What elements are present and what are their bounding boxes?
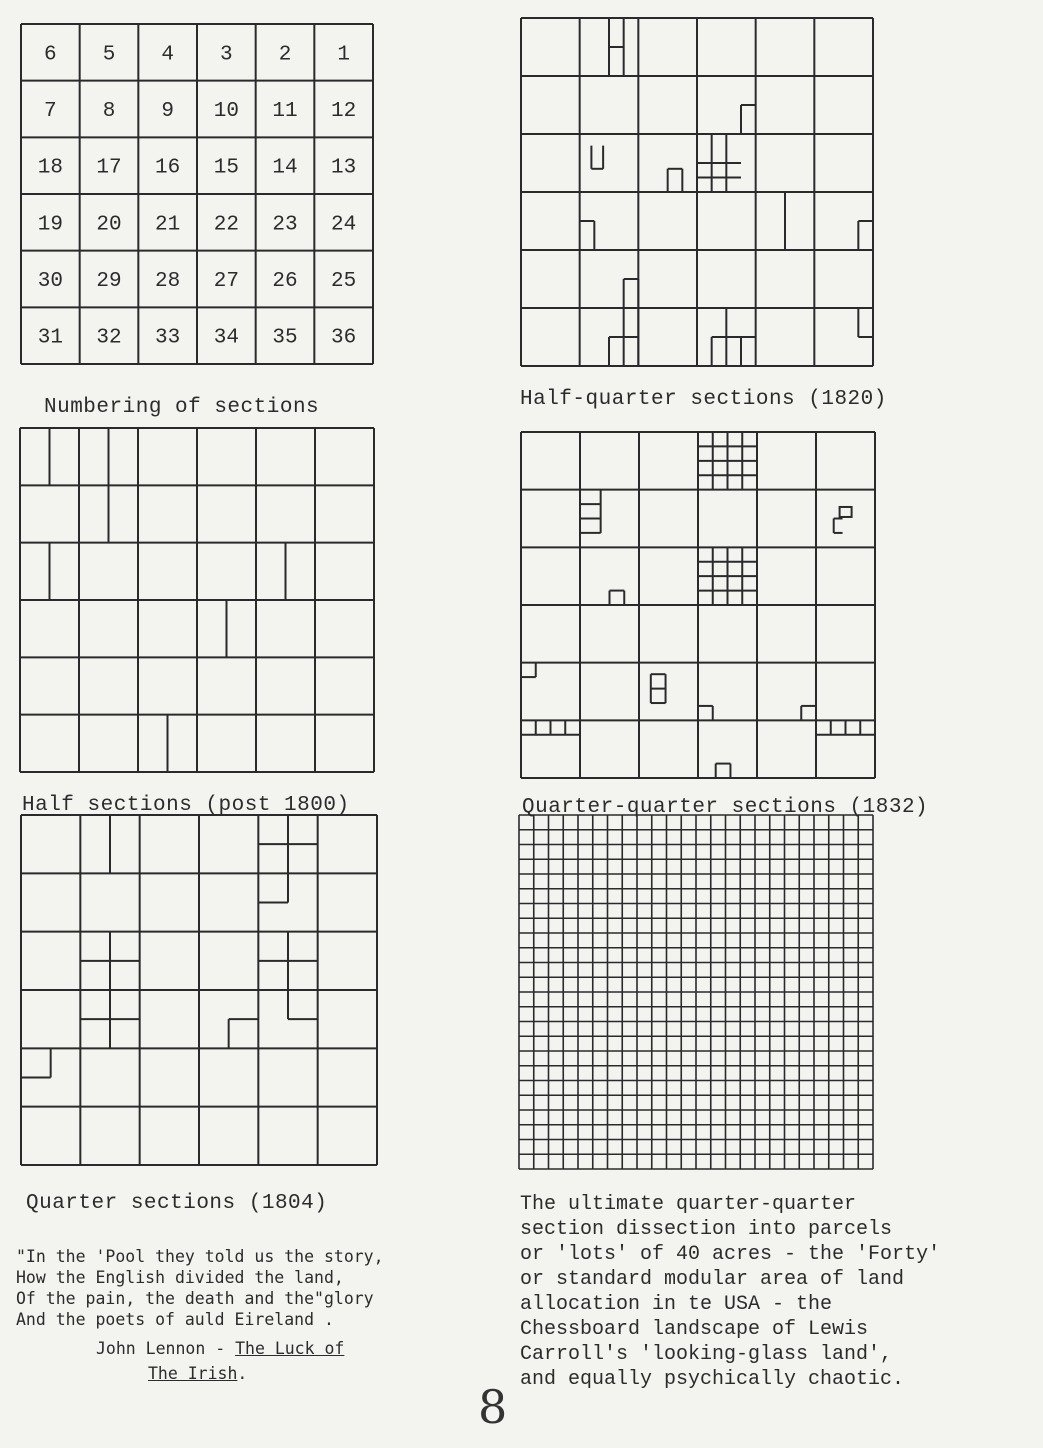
half-quarter-grid xyxy=(518,14,878,370)
section-number: 26 xyxy=(272,270,298,293)
section-number: 17 xyxy=(96,156,122,180)
section-number: 21 xyxy=(155,213,181,237)
numbering-grid-svg xyxy=(18,18,378,370)
page-number: 8 xyxy=(478,1380,508,1434)
description-line: or 'lots' of 40 acres - the 'Forty' xyxy=(520,1243,941,1266)
section-number: 4 xyxy=(161,43,174,67)
half-sections-caption: Half sections (post 1800) xyxy=(22,794,350,817)
section-grid xyxy=(21,24,373,364)
section-number: 2 xyxy=(278,43,292,67)
section-number: 14 xyxy=(272,156,298,180)
section-number: 6 xyxy=(44,43,57,67)
quarter-quarter-grid xyxy=(518,430,878,784)
quarter-sections-grid-svg xyxy=(18,812,380,1168)
quote-song-title-1: The Luck of xyxy=(235,1339,345,1358)
section-number: 23 xyxy=(272,213,298,237)
section-number: 28 xyxy=(155,270,181,293)
section-number: 7 xyxy=(44,100,57,123)
section-number: 36 xyxy=(331,326,357,350)
quarter-sections-grid xyxy=(18,812,380,1168)
quote-title-suffix: . xyxy=(237,1364,248,1383)
quarter-subdivisions xyxy=(21,815,318,1078)
section-number: 24 xyxy=(331,213,357,237)
quote-song-title-2: The Irish xyxy=(148,1364,238,1383)
half-quarter-caption: Half-quarter sections (1820) xyxy=(520,388,887,411)
quote-line: And the poets of auld Eireland . xyxy=(16,1310,334,1329)
section-grid xyxy=(521,18,873,366)
quarter-quarter-caption: Quarter-quarter sections (1832) xyxy=(522,796,929,819)
section-number: 9 xyxy=(161,100,174,123)
section-number: 19 xyxy=(37,213,63,237)
section-number: 31 xyxy=(37,326,63,350)
quarter-sections-caption: Quarter sections (1804) xyxy=(26,1192,328,1215)
section-number: 5 xyxy=(102,43,116,67)
section-number: 13 xyxy=(331,156,357,180)
description-line: section dissection into parcels xyxy=(520,1218,893,1241)
quote-author: John Lennon - xyxy=(96,1339,236,1358)
section-number: 22 xyxy=(213,213,239,237)
forty-acre-grid xyxy=(516,812,878,1174)
section-number: 8 xyxy=(102,100,116,123)
small-parcel xyxy=(840,507,852,517)
numbering-grid xyxy=(18,18,378,370)
forty-acre-grid-svg xyxy=(516,812,878,1174)
half-sections-grid-svg xyxy=(18,426,378,776)
quarter-quarter-grid-svg xyxy=(518,430,878,784)
section-number: 35 xyxy=(272,326,298,350)
description-line: allocation in te USA - the xyxy=(520,1293,833,1316)
section-number: 15 xyxy=(213,156,239,180)
section-number: 32 xyxy=(96,326,122,350)
section-number: 10 xyxy=(213,100,239,123)
section-number: 12 xyxy=(331,100,357,123)
section-number: 30 xyxy=(37,270,63,293)
quote-line: Of the pain, the death and the"glory xyxy=(16,1289,374,1308)
quote-line: "In the 'Pool they told us the story, xyxy=(16,1247,384,1266)
half-sections-grid xyxy=(18,426,378,776)
section-number: 18 xyxy=(37,156,63,180)
description-line: Chessboard landscape of Lewis xyxy=(520,1318,869,1341)
description-line: Carroll's 'looking-glass land', xyxy=(520,1343,893,1366)
description-line: and equally psychically chaotic. xyxy=(520,1368,905,1391)
forty-acre-lots xyxy=(519,815,873,1169)
section-number: 33 xyxy=(155,326,181,350)
section-number: 3 xyxy=(220,43,233,67)
section-grid xyxy=(521,432,875,778)
half-quarter-grid-svg xyxy=(518,14,878,370)
section-grid xyxy=(21,815,377,1165)
section-number: 29 xyxy=(96,270,122,293)
description-line: The ultimate quarter-quarter xyxy=(520,1193,857,1216)
forty-description xyxy=(520,1192,940,1392)
quote-attribution xyxy=(96,1336,344,1386)
lennon-quote xyxy=(16,1246,384,1330)
section-number: 16 xyxy=(155,156,181,180)
section-number: 27 xyxy=(213,270,239,293)
quote-line: How the English divided the land, xyxy=(16,1268,344,1287)
section-grid xyxy=(20,428,374,772)
section-number: 1 xyxy=(337,43,350,67)
description-line: or standard modular area of land xyxy=(520,1268,905,1291)
parcel-square xyxy=(840,507,852,517)
section-number: 11 xyxy=(272,100,298,123)
numbering-caption: Numbering of sections xyxy=(44,396,320,419)
section-number: 25 xyxy=(331,270,357,293)
section-number: 20 xyxy=(96,213,122,237)
section-number: 34 xyxy=(213,326,239,350)
